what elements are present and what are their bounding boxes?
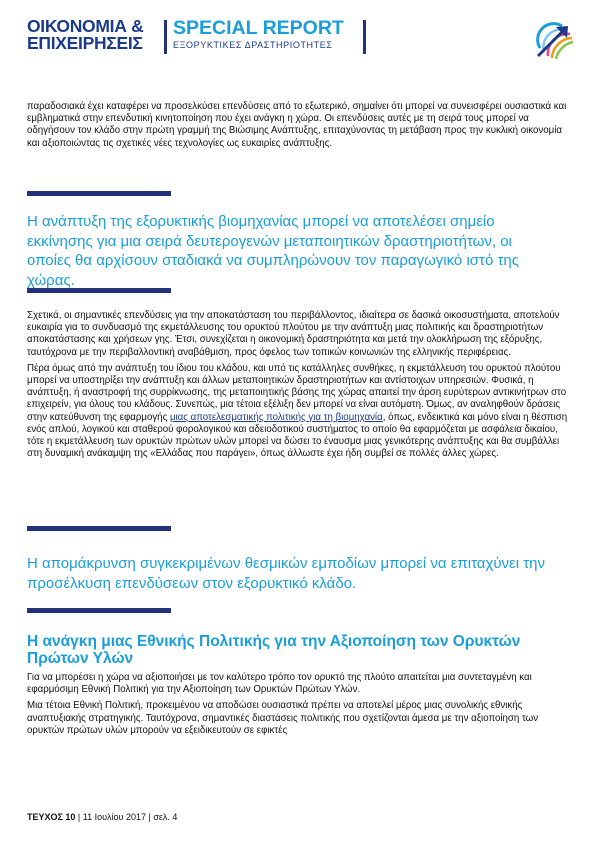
report-title: SPECIAL REPORT xyxy=(173,17,344,39)
paragraph-4: Για να μπορέσει η χώρα να αξιοποιήσει με τον καλύτερο τρόπο τον ορυκτό της πλούτο απαιτείται μια συντεταγμένη και εφαρμόσιμη Εθνική Πολιτική για την Αξιοποίηση των Ορυκτών Πρώτων Υλών. xyxy=(27,672,532,696)
masthead-divider-right xyxy=(363,20,366,54)
intro-paragraph: παραδοσιακά έχει καταφέρει να προσελκύσει επενδύσεις από το εξωτερικό, σημαίνει ότι μπορεί να συνεισφέρει ουσιαστικά και εμβληματικά στην επενδυτική κινητοποίηση που έχει ανάγκη η χώρα. Οι επενδύσεις αυτές με τη σειρά τους μπορεί να οδηγήσουν τον κλάδο στην πρώτη γραμμή της Βιώσιμης Ανάπτυξης, επιταχύνοντας τη μετάβαση προς την κυκλική οικονομία και αξιοποιώντας τις σχετικές νέες τεχνολογίες ως ευκαιρίες ανάπτυξης. xyxy=(27,101,567,149)
pull-quote-1: Η ανάπτυξη της εξορυκτικής βιομηχανίας μπορεί να αποτελέσει σημείο εκκίνησης για μια σειρά δευτερογενών μεταποιητικών δραστηριοτήτων, οι οποίες θα αρχίσουν σταδιακά να συμπληρώνουν τον παραγωγικό ιστό της χώρας. xyxy=(27,213,519,289)
footer-separator: | xyxy=(75,812,83,822)
brand-wordmark xyxy=(27,18,157,52)
paragraph-5: Μια τέτοια Εθνική Πολιτική, προκειμένου να αποδώσει ουσιαστικά πρέπει να αποτελεί μέρος μιας συνολικής εθνικής αναπτυξιακής στρατηγικής. Ταυτόχρονα, σημαντικές διαστάσεις πολιτικής που σχετίζονται άμεσα με την αξιοποίηση των ορυκτών πρώτων υλών μπορούν να εξειδικευτούν σε εφικτές xyxy=(27,700,539,736)
section-rule xyxy=(27,608,171,613)
issue-date: 11 Ιουλίου 2017 xyxy=(82,812,146,822)
paragraph-3-text: Πέρα όμως από την ανάπτυξη του ίδιου του κλάδου, και υπό τις κατάλληλες συνθήκες, η εκμετάλλευση του ορυκτού πλούτου μπορεί να υποστηρίξει την ανάπτυξη και άλλων μεταποιητικών δραστηριοτήτων και αντίστοιχων υπηρεσιών. Φυσικά, η ανάπτυξη, ή αναστροφή της συρρίκνωσης, της μεταποιητικής βάσης της χώρας απαιτεί την άρση ευρύτερων αντικινήτρων στο επιχειρείν, για όλους του κλάδους. Συνεπώς, μια τέτοια εξέλιξη δεν μπορεί να είναι αυτόματη. Όμως, αν αναληφθούν δράσεις στην κατεύθυνση της εφαρμογής xyxy=(27,362,567,423)
brand-line-2: ΕΠΙΧΕΙΡΗΣΕΙΣ xyxy=(27,33,143,53)
paragraph-3 xyxy=(27,363,569,461)
globe-arrow-logo-icon xyxy=(532,18,576,62)
section-heading: Η ανάγκη μιας Εθνικής Πολιτικής για την Αξιοποίηση των Ορυκτών Πρώτων Υλών xyxy=(27,633,521,667)
body-block-3 xyxy=(27,672,569,741)
section-rule xyxy=(27,526,171,531)
body-block-2 xyxy=(27,310,569,464)
report-subtitle: ΕΞΟΡΥΚΤΙΚΕΣ ΔΡΑΣΤΗΡΙΟΤΗΤΕΣ xyxy=(173,40,333,50)
section-rule xyxy=(27,288,171,293)
paragraph-3-text: , όπως, ενδεικτικά και μόνο είναι η θέσπιση ενός απλού, λογικού και σταθερού φορολογικού και αδειοδοτικού συστήματος το οποίο θα εφαρμόζεται με ασφάλεια δικαίου, τότε η εκμετάλλευση των ορυκτών πρώτων υλών μπορεί να δώσει το έναυσμα μιας γενικότερης ανάπτυξης και θα συμβάλλει στη δυναμική ανάκαμψη της «Ελλάδας που παράγει», όπως άλλωστε έχει ήδη συμβεί σε πολλές άλλες χώρες. xyxy=(27,411,568,460)
pull-quote-2: Η απομάκρυνση συγκεκριμένων θεσμικών εμποδίων μπορεί να επιταχύνει την προσέλκυση επενδύσεων στον εξορυκτικό κλάδο. xyxy=(27,555,545,592)
issue-number: ΤΕΥΧΟΣ 10 xyxy=(27,812,76,822)
intro-paragraph-block xyxy=(27,101,569,154)
paragraph-2: Σχετικά, οι σημαντικές επενδύσεις για την αποκατάσταση του περιβάλλοντος, ιδιαίτερα σε δασικά οικοσυστήματα, αποτελούν ευκαιρία για το συνδυασμό της εκμετάλλευσης του ορυκτού πλούτου με την ανάπτυξη μιας πολιτικής και δραστηριοτήτων αποκατάστασης και χρήσεων γης. Έτσι, συνεχίζεται η οικονομική δραστηριότητα και μετά την ολοκλήρωση της εξόρυξης, ταυτόχρονα με την περιβαλλοντική αναβάθμιση, προς όφελος των τοπικών κοινωνιών της ελληνικής περιφέρειας. xyxy=(27,310,560,358)
masthead-divider-left xyxy=(164,20,167,54)
page-footer xyxy=(27,812,177,822)
page-number: | σελ. 4 xyxy=(146,812,178,822)
industrial-policy-link[interactable]: μιας αποτελεσματικής πολιτικής για τη βιομηχανία xyxy=(169,411,383,423)
section-rule xyxy=(27,191,171,196)
brand-line-1: ΟΙΚΟΝΟΜΙΑ & xyxy=(27,16,144,36)
